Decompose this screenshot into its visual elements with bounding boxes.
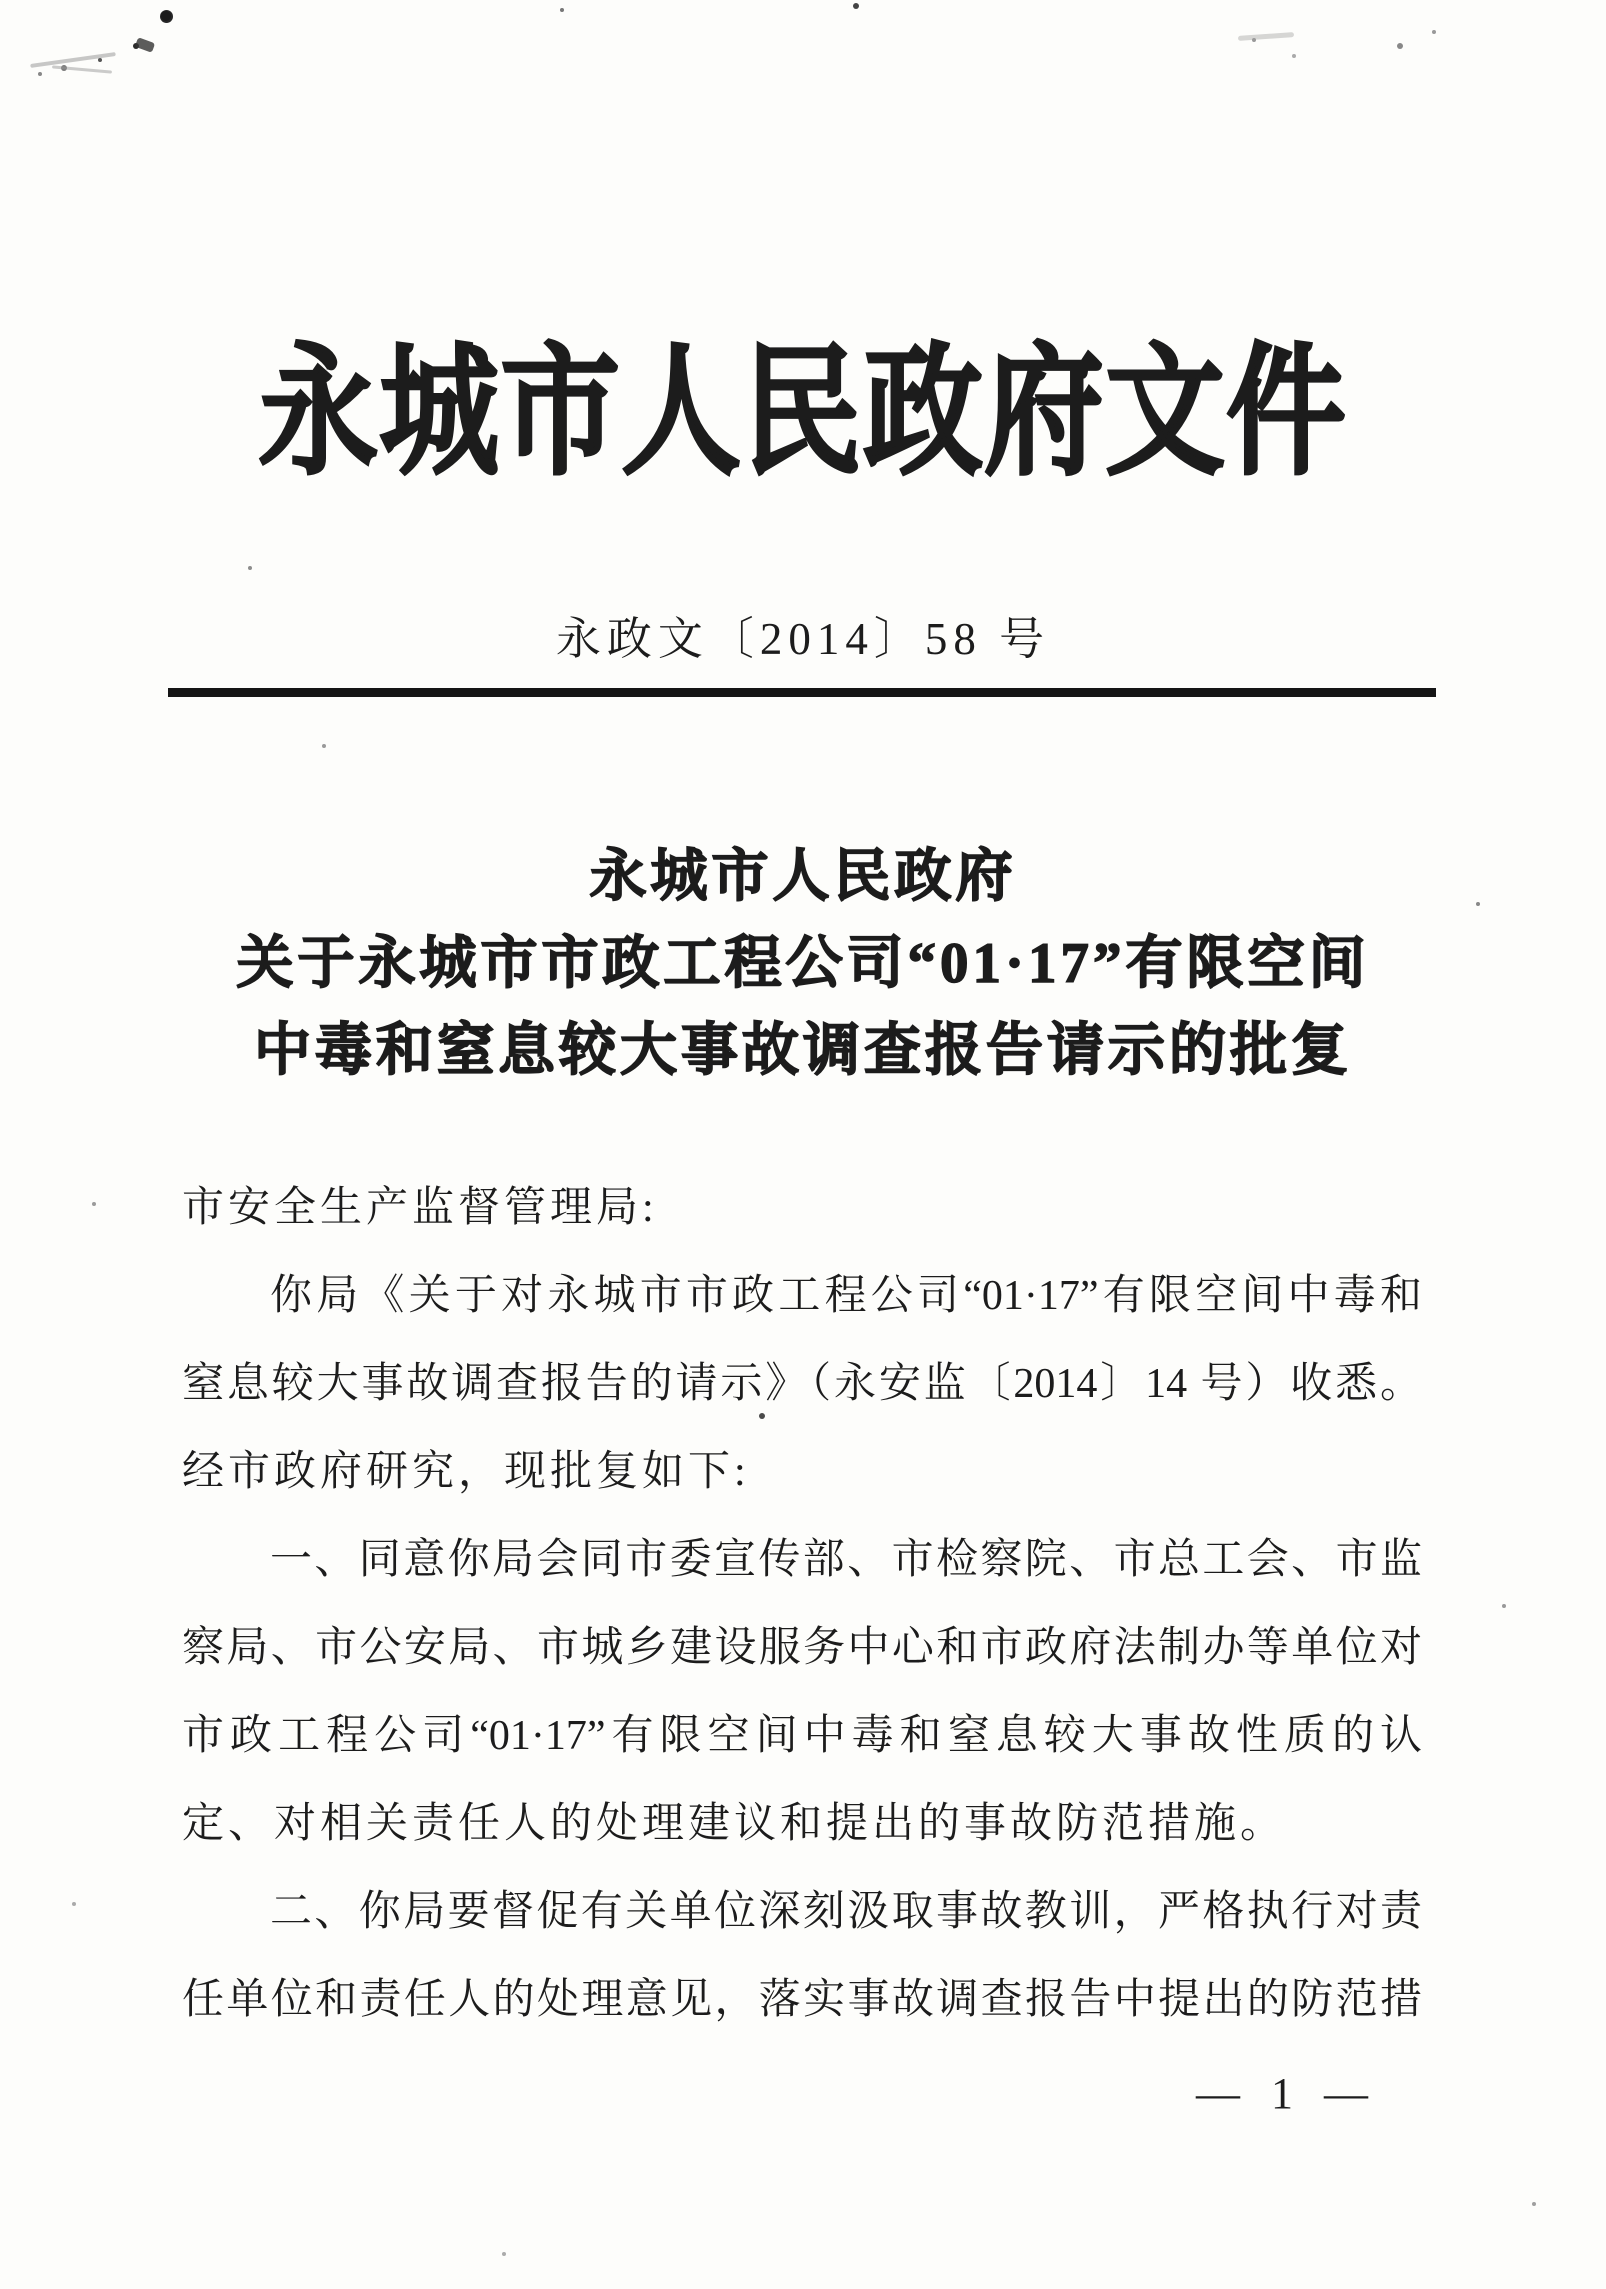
scan-smudge <box>160 10 173 23</box>
subject-line-3: 中毒和窒息较大事故调查报告请示的批复 <box>254 1019 1352 1082</box>
subject-line-1: 永城市人民政府 <box>589 845 1017 908</box>
body-line: 你局《关于对永城市市政工程公司“01·17”有限空间中毒和 <box>270 1273 1422 1319</box>
body-line: 一、同意你局会同市委宣传部、市检察院、市总工会、市监 <box>270 1537 1422 1583</box>
body-line: 市政工程公司“01·17”有限空间中毒和窒息较大事故性质的认 <box>182 1713 1422 1759</box>
body-line: 定、对相关责任人的处理建议和提出的事故防范措施。 <box>182 1801 1287 1847</box>
subject-line-2: 关于永城市市政工程公司“01·17”有限空间 <box>236 932 1370 995</box>
body-line: 察局、市公安局、市城乡建设服务中心和市政府法制办等单位对 <box>182 1625 1422 1671</box>
body-line: 经市政府研究，现批复如下: <box>182 1449 750 1495</box>
body-line: 窒息较大事故调查报告的请示》（永安监〔2014〕14 号）收悉。 <box>182 1361 1422 1407</box>
scan-smudge <box>52 65 112 73</box>
document-subject <box>0 833 1606 1094</box>
scan-smudge <box>30 52 116 68</box>
document-body <box>182 1164 1422 2044</box>
body-line: 二、你局要督促有关单位深刻汲取事故教训，严格执行对责 <box>270 1889 1422 1935</box>
salutation: 市安全生产监督管理局: <box>182 1185 658 1231</box>
agency-title: 永城市人民政府文件 <box>258 334 1348 492</box>
body-line: 任单位和责任人的处理意见，落实事故调查报告中提出的防范措 <box>182 1977 1422 2023</box>
doc-number: 永政文〔2014〕58 号 <box>555 614 1051 664</box>
scan-smudge <box>135 37 155 53</box>
page-number: — 1 — <box>1196 2069 1378 2118</box>
scan-smudge <box>1238 32 1294 41</box>
scan-speckles <box>0 0 4 4</box>
header-divider <box>168 688 1436 697</box>
